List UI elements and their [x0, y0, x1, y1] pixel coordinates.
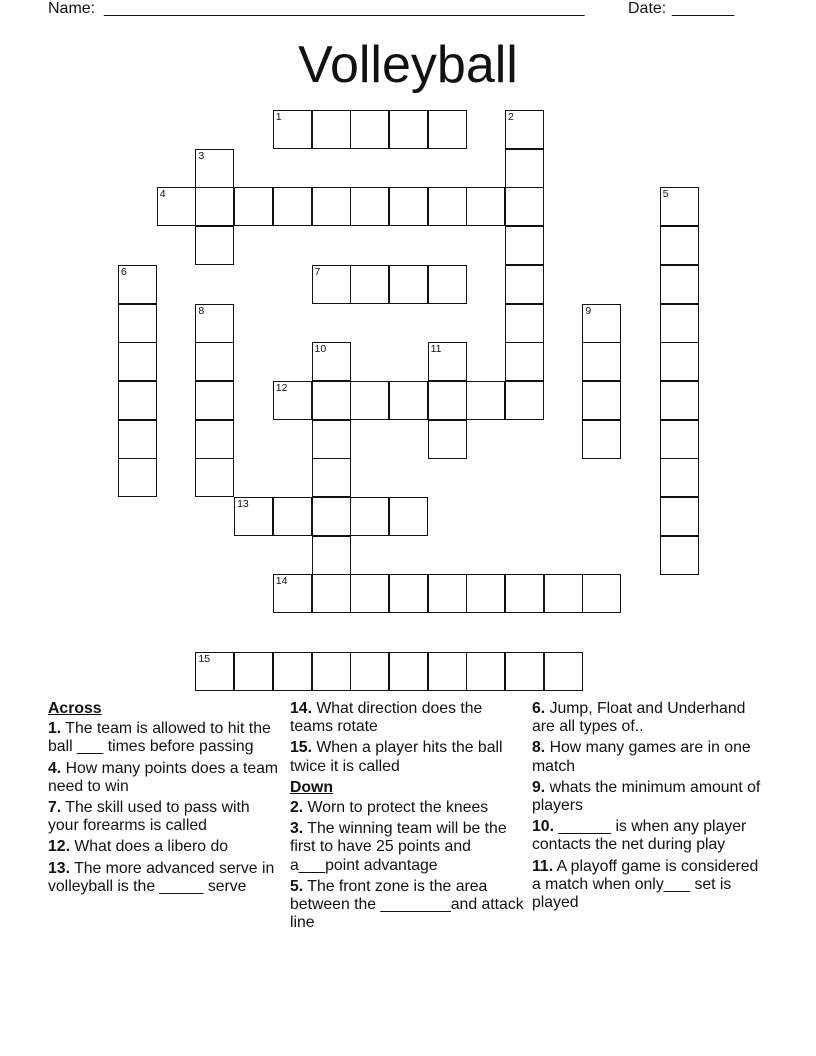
- grid-cell[interactable]: [157, 187, 196, 226]
- grid-cell[interactable]: [505, 304, 544, 343]
- grid-cell[interactable]: [428, 420, 467, 459]
- grid-cell[interactable]: [389, 574, 428, 613]
- grid-cell[interactable]: [273, 574, 312, 613]
- grid-cell[interactable]: [350, 265, 389, 304]
- clue-across-1: 1. The team is allowed to hit the ball ___ times before passing: [48, 720, 271, 756]
- cell-number: 15: [198, 653, 211, 665]
- grid-cell[interactable]: [234, 187, 273, 226]
- cell-number: 1: [275, 111, 282, 123]
- grid-cell[interactable]: [195, 304, 234, 343]
- grid-cell[interactable]: [428, 265, 467, 304]
- grid-cell[interactable]: [312, 420, 351, 459]
- grid-cell[interactable]: [505, 110, 544, 149]
- grid-cell[interactable]: [660, 226, 699, 265]
- grid-cell[interactable]: [505, 342, 544, 381]
- clue-down-2: 2. Worn to protect the knees: [290, 799, 489, 817]
- clues-column-3: [532, 700, 768, 915]
- grid-cell[interactable]: [234, 652, 273, 691]
- grid-cell[interactable]: [582, 381, 621, 420]
- grid-cell[interactable]: [118, 458, 157, 497]
- grid-cell[interactable]: [660, 304, 699, 343]
- grid-cell[interactable]: [428, 110, 467, 149]
- cell-number: 12: [275, 381, 288, 394]
- grid-cell[interactable]: [582, 420, 621, 459]
- grid-cell[interactable]: [428, 381, 467, 420]
- clues-column-1: [48, 700, 284, 899]
- clue-across-12: 12. What does a libero do: [48, 838, 229, 856]
- clue-down-8: 8. How many games are in one match: [532, 739, 751, 775]
- grid-cell[interactable]: [428, 342, 467, 381]
- grid-cell[interactable]: [660, 536, 699, 575]
- clue-across-13: 13. The more advanced serve in volleyball is the _____ serve: [48, 859, 275, 895]
- grid-cell[interactable]: [195, 342, 234, 381]
- grid-cell[interactable]: [312, 458, 351, 497]
- grid-cell[interactable]: [234, 497, 273, 536]
- grid-cell[interactable]: [195, 187, 234, 226]
- cell-number: 11: [430, 343, 442, 356]
- cell-number: 7: [314, 265, 321, 278]
- grid-cell[interactable]: [312, 574, 351, 613]
- grid-cell[interactable]: [389, 652, 428, 691]
- grid-cell[interactable]: [350, 110, 389, 149]
- grid-cell[interactable]: [505, 381, 544, 420]
- cell-number: 4: [159, 188, 166, 201]
- grid-cell[interactable]: [389, 497, 428, 536]
- grid-cell[interactable]: [505, 652, 544, 691]
- grid-cell[interactable]: [389, 381, 428, 420]
- grid-cell[interactable]: [118, 342, 157, 381]
- grid-cell[interactable]: [660, 497, 699, 536]
- date-field[interactable]: _______: [672, 0, 735, 17]
- grid-cell[interactable]: [466, 187, 505, 226]
- grid-cell[interactable]: [195, 226, 234, 265]
- grid-cell[interactable]: [466, 574, 505, 613]
- cell-number: 3: [198, 149, 205, 162]
- grid-cell[interactable]: [118, 265, 157, 304]
- grid-cell[interactable]: [389, 265, 428, 304]
- grid-cell[interactable]: [544, 574, 583, 613]
- grid-cell[interactable]: [660, 342, 699, 381]
- cell-number: 8: [198, 304, 205, 317]
- grid-cell[interactable]: [273, 110, 312, 149]
- clue-across-4: 4. How many points does a team need to win: [48, 759, 279, 795]
- grid-cell[interactable]: [195, 149, 234, 188]
- grid-cell[interactable]: [312, 342, 351, 381]
- grid-cell[interactable]: [312, 497, 351, 536]
- grid-cell[interactable]: [389, 187, 428, 226]
- grid-cell[interactable]: [312, 265, 351, 304]
- grid-cell[interactable]: [118, 304, 157, 343]
- cell-number: 9: [585, 304, 592, 317]
- grid-cell[interactable]: [312, 652, 351, 691]
- grid-cell[interactable]: [660, 187, 699, 226]
- across-heading: Across: [48, 700, 102, 717]
- clue-across-7: 7. The skill used to pass with your forearms is called: [48, 799, 250, 835]
- grid-cell[interactable]: [466, 381, 505, 420]
- grid-cell[interactable]: [118, 381, 157, 420]
- cell-number: 5: [662, 188, 669, 201]
- date-label: Date:: [628, 0, 667, 17]
- grid-cell[interactable]: [505, 574, 544, 613]
- grid-cell[interactable]: [582, 304, 621, 343]
- grid-cell[interactable]: [660, 381, 699, 420]
- grid-cell[interactable]: [660, 265, 699, 304]
- clues-column-2: [290, 700, 526, 935]
- grid-cell[interactable]: [273, 187, 312, 226]
- clue-across-14: 14. What direction does the teams rotate: [290, 700, 483, 736]
- grid-cell[interactable]: [312, 536, 351, 575]
- clue-down-3: 3. The winning team will be the first to have 25 points and a___point advantage: [290, 820, 507, 874]
- grid-cell[interactable]: [312, 381, 351, 420]
- clue-down-5: 5. The front zone is the area between the ________and attack line: [290, 877, 524, 932]
- cell-number: 13: [237, 498, 249, 510]
- grid-cell[interactable]: [350, 652, 389, 691]
- grid-cell[interactable]: [582, 342, 621, 381]
- grid-cell[interactable]: [505, 187, 544, 226]
- grid-cell[interactable]: [350, 187, 389, 226]
- grid-cell[interactable]: [273, 652, 312, 691]
- grid-cell[interactable]: [195, 381, 234, 420]
- grid-cell[interactable]: [195, 458, 234, 497]
- grid-cell[interactable]: [505, 149, 544, 188]
- grid-cell[interactable]: [660, 458, 699, 497]
- clue-across-15: 15. When a player hits the ball twice it is called: [290, 739, 503, 775]
- cell-number: 2: [508, 111, 514, 123]
- grid-cell[interactable]: [428, 652, 467, 691]
- grid-cell[interactable]: [312, 187, 351, 226]
- clue-down-6: 6. Jump, Float and Underhand are all types of..: [532, 700, 746, 736]
- grid-cell[interactable]: [505, 265, 544, 304]
- cell-number: 6: [121, 265, 127, 278]
- grid-cell[interactable]: [195, 420, 234, 459]
- grid-cell[interactable]: [350, 497, 389, 536]
- grid-cell[interactable]: [273, 497, 312, 536]
- clue-down-10: 10. ______ is when any player contacts the net during play: [532, 818, 747, 854]
- name-label: Name:: [48, 0, 96, 17]
- grid-cell[interactable]: [350, 381, 389, 420]
- name-field[interactable]: ______________________________________________________: [104, 0, 585, 17]
- down-heading: Down: [290, 778, 333, 796]
- page-title: Volleyball: [298, 36, 518, 94]
- cell-number: 10: [314, 343, 327, 356]
- clue-down-11: 11. A playoff game is considered a match when only___ set is played: [532, 857, 759, 912]
- grid-cell[interactable]: [389, 110, 428, 149]
- grid-cell[interactable]: [195, 652, 234, 691]
- grid-cell[interactable]: [428, 187, 467, 226]
- grid-cell[interactable]: [582, 574, 621, 613]
- grid-cell[interactable]: [118, 420, 157, 459]
- grid-cell[interactable]: [312, 110, 351, 149]
- grid-cell[interactable]: [350, 574, 389, 613]
- cell-number: 14: [275, 575, 288, 588]
- grid-cell[interactable]: [505, 226, 544, 265]
- grid-cell[interactable]: [660, 420, 699, 459]
- grid-cell[interactable]: [544, 652, 583, 691]
- grid-cell[interactable]: [273, 381, 312, 420]
- grid-cell[interactable]: [428, 574, 467, 613]
- clue-down-9: 9. whats the minimum amount of players: [532, 778, 761, 815]
- grid-cell[interactable]: [466, 652, 505, 691]
